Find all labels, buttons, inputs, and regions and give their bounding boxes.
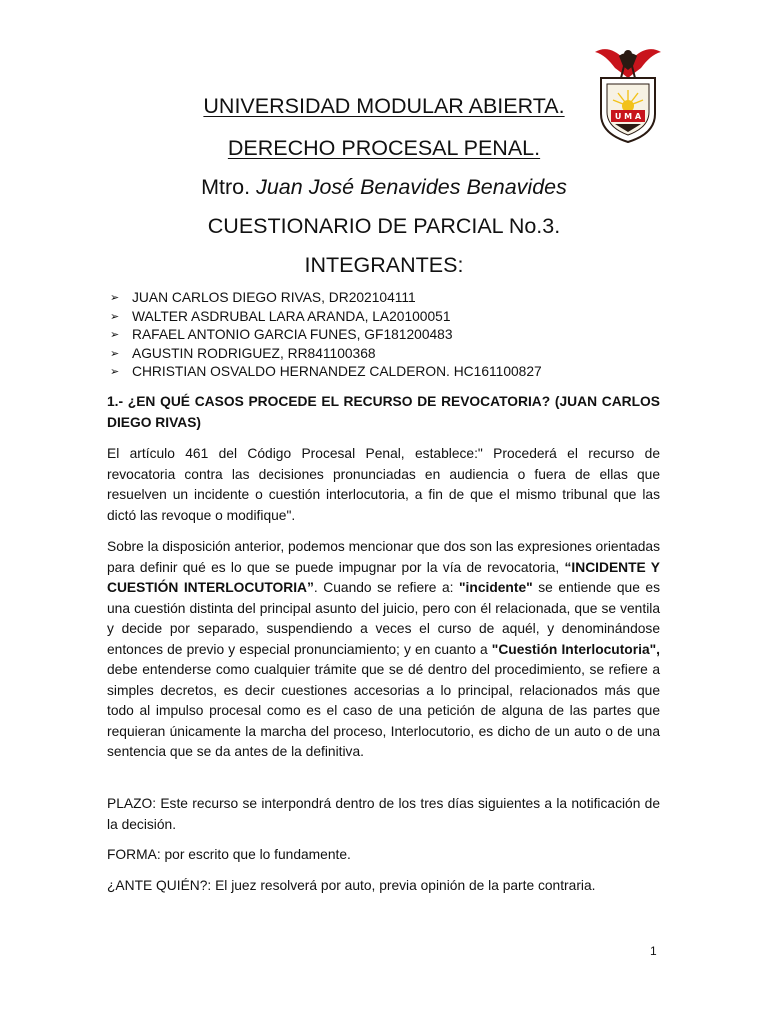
cuestion-interlocutoria-term: "Cuestión Interlocutoria", [491,641,660,657]
teacher-heading [0,174,768,200]
paragraph-article-461: El artículo 461 del Código Procesal Penal, establece:" Procederá el recurso de revocatoria contra las decisiones pronunciadas en audiencia o fuera de ellas que resuelven un incidente o cuestión interlocutoria, a fin de que el mismo tribunal que las dictó las revoque o modifique". [107,446,660,523]
incidente-cuestion-term: “INCIDENTE Y CUESTIÓN INTERLOCUTORIA” [107,559,660,595]
course-name: DERECHO PROCESAL PENAL. [227,136,541,160]
members-list [110,289,542,382]
arrow-bullet-icon: ➢ [110,347,120,360]
arrow-bullet-icon: ➢ [110,292,120,304]
list-item: ➢ WALTER ASDRUBAL LARA ARANDA, LA20100051 [110,308,542,327]
teacher-prefix: Mtro. [201,175,251,199]
list-item: ➢ CHRISTIAN OSVALDO HERNANDEZ CALDERON. HC161100827 [110,363,542,382]
question-heading: 1.- ¿EN QUÉ CASOS PROCEDE EL RECURSO DE REVOCATORIA? (JUAN CARLOS DIEGO RIVAS) [107,394,660,430]
paragraph-definitions: Sobre la disposición anterior, podemos mencionar que dos son las expresiones orientadas para definir qué es lo que se puede impugnar por la vía de revocatoria, “INCIDENTE Y CUESTIÓN INTERLOCUTORIA”. Cuando se refiere a: "incidente" se entiende que es una cuestión distinta del principal asunto del juicio, pero con él relacionada, que se ventila y decide por separado, suspendiendo a veces el curso de aquél, y denominándose entonces de previo y especial pronunciamiento; y en cuanto a "Cuestión Interlocutoria", debe entenderse como cualquier trámite que se dé dentro del procedimiento, se refiere a simples decretos, es decir cuestiones accesorias a lo principal, relacionados más que todo al impulso procesal como es el caso de una petición de alguna de las partes que requieran únicamente la marcha del proceso, Interlocutorio, es dicho de un auto o de una sentencia que se da antes de la definitiva. [107,539,660,759]
arrow-bullet-icon: ➢ [110,310,120,323]
university-name: UNIVERSIDAD MODULAR ABIERTA. [203,94,565,118]
paragraph-forma: FORMA: por escrito que lo fundamente. [107,847,351,862]
incidente-term: "incidente" [459,580,533,595]
arrow-bullet-icon: ➢ [110,366,120,379]
svg-text:U M A: U M A [614,112,642,121]
university-name-heading [0,93,768,119]
paragraph-plazo: PLAZO: Este recurso se interpondrá dentro de los tres días siguientes a la notificación de la decisión. [107,796,660,832]
arrow-bullet-icon: ➢ [110,329,120,342]
list-item: ➢ RAFAEL ANTONIO GARCIA FUNES, GF181200483 [110,326,542,345]
list-item: ➢ AGUSTIN RODRIGUEZ, RR841100368 [110,345,542,364]
list-item: ➢ JUAN CARLOS DIEGO RIVAS, DR202104111 [110,289,542,308]
course-name-heading [0,135,768,161]
paragraph-ante-quien: ¿ANTE QUIÉN?: El juez resolverá por auto, previa opinión de la parte contraria. [107,878,596,893]
exam-title: CUESTIONARIO DE PARCIAL No.3. [207,214,561,238]
teacher-name: Juan José Benavides Benavides [256,175,567,199]
members-heading: INTEGRANTES: [304,253,464,277]
page-number: 1 [650,944,657,958]
